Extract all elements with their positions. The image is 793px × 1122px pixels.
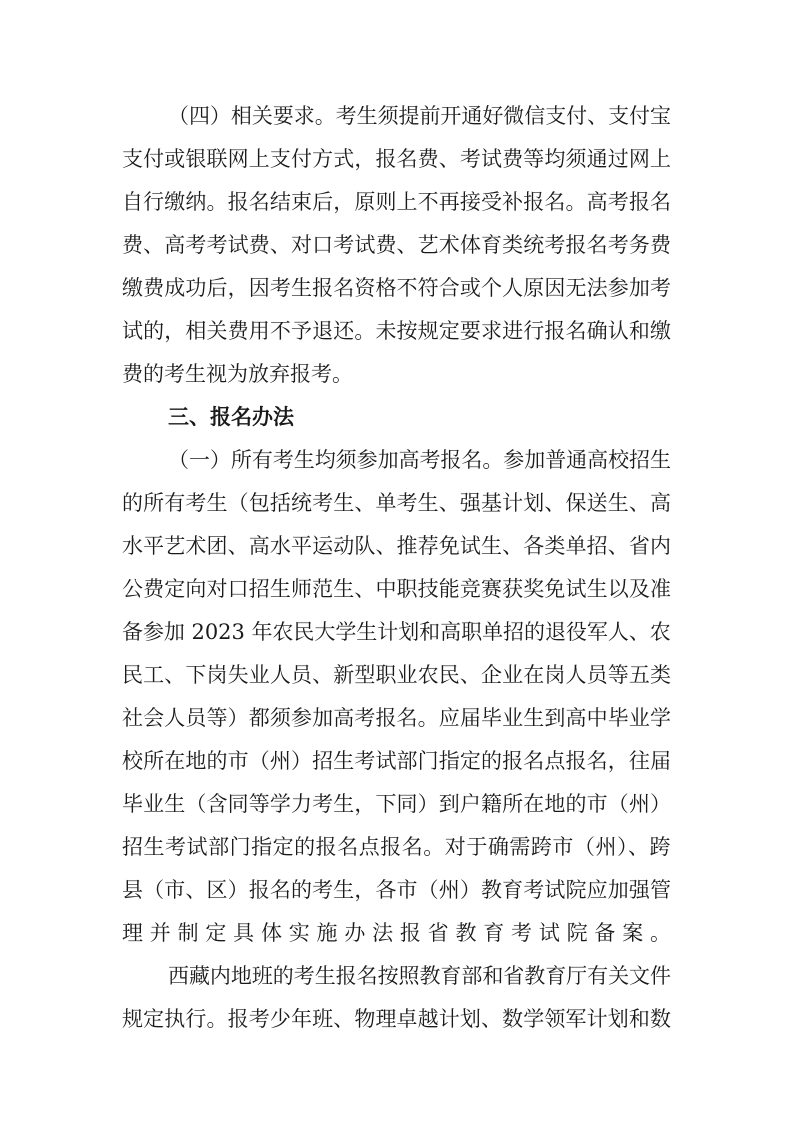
text-line: 招生考试部门指定的报名点报名。对于确需跨市（州）、跨: [122, 835, 672, 859]
text-line: 县（市、区）报名的考生，各市（州）教育考试院应加强管: [122, 878, 672, 902]
text-line: 公费定向对口招生师范生、中职技能竞赛获奖免试生以及准: [122, 577, 672, 601]
text-line: 水平艺术团、高水平运动队、推荐免试生、各类单招、省内: [122, 534, 672, 558]
text-line: 费、高考考试费、对口考试费、艺术体育类统考报名考务费: [122, 233, 672, 257]
text-line: 缴费成功后，因考生报名资格不符合或个人原因无法参加考: [122, 276, 672, 300]
text-line: 毕业生（含同等学力考生，下同）到户籍所在地的市（州）: [122, 792, 672, 816]
text-line: 规定执行。报考少年班、物理卓越计划、数学领军计划和数: [122, 1007, 672, 1031]
text-line: 社会人员等）都须参加高考报名。应届毕业生到高中毕业学: [122, 706, 672, 730]
text-line: （四）相关要求。考生须提前开通好微信支付、支付宝: [168, 104, 671, 128]
section-heading: 三、报名办法: [168, 405, 294, 429]
text-line: 民工、下岗失业人员、新型职业农民、企业在岗人员等五类: [122, 663, 672, 687]
text-line: 自行缴纳。报名结束后，原则上不再接受补报名。高考报名: [122, 190, 672, 214]
text-line: 费的考生视为放弃报考。: [122, 362, 353, 386]
text-line: （一）所有考生均须参加高考报名。参加普通高校招生: [168, 448, 671, 472]
text-line: 理并制定具体实施办法报省教育考试院备案。: [122, 921, 678, 945]
text-line: 支付或银联网上支付方式，报名费、考试费等均须通过网上: [122, 147, 672, 171]
text-line: 校所在地的市（州）招生考试部门指定的报名点报名，往届: [122, 749, 672, 773]
text-line: 的所有考生（包括统考生、单考生、强基计划、保送生、高: [122, 491, 672, 515]
text-line: 试的，相关费用不予退还。未按规定要求进行报名确认和缴: [122, 319, 672, 343]
text-line: 备参加 2023 年农民大学生计划和高职单招的退役军人、农: [122, 620, 671, 644]
text-line: 西藏内地班的考生报名按照教育部和省教育厅有关文件: [168, 964, 671, 988]
